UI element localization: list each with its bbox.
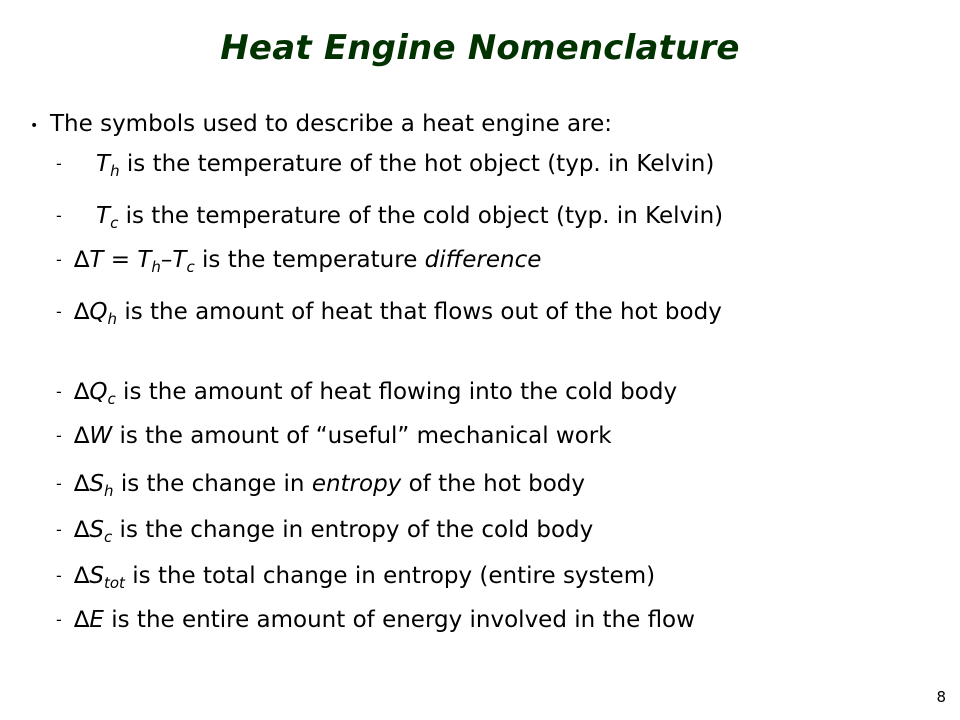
slide-title: Heat Engine Nomenclature [220,28,740,68]
list-item-text: $T_c$ is the temperature of the cold object (typ. in Kelvin) [96,203,724,232]
page-number: 8 [936,688,946,706]
lead-text: The symbols used to describe a heat engine are: [50,111,613,137]
list-item-text: $\Delta S_h$ is the change in entropy of the hot body [74,471,586,500]
dash-icon: - [56,206,62,225]
dash-icon: - [56,250,62,269]
dash-icon: - [56,610,62,629]
dash-icon: - [56,520,62,539]
list-item-text: ∆W is the amount of “useful” mechanical work [74,423,612,449]
list-item-text: $\Delta S_{tot}$ is the total change in entropy (entire system) [74,563,656,592]
dash-icon: - [56,154,62,173]
list-item-text: $\Delta Q_h$ is the amount of heat that flows out of the hot body [74,299,722,328]
list-item-text: $T_h$ is the temperature of the hot object (typ. in Kelvin) [96,151,715,180]
dash-icon: - [56,426,62,445]
dash-icon: - [56,382,62,401]
list-item-text: ∆E is the entire amount of energy involved in the flow [74,607,695,633]
bullet-dot-icon: • [30,118,39,134]
list-item-text: $\Delta S_c$ is the change in entropy of the cold body [74,517,594,546]
dash-icon: - [56,474,62,493]
dash-icon: - [56,566,62,585]
list-item-text: $\Delta T = T_h-T_c$ is the temperature difference [74,247,542,276]
dash-icon: - [56,302,62,321]
list-item-text: $\Delta Q_c$ is the amount of heat flowing into the cold body [74,379,678,408]
